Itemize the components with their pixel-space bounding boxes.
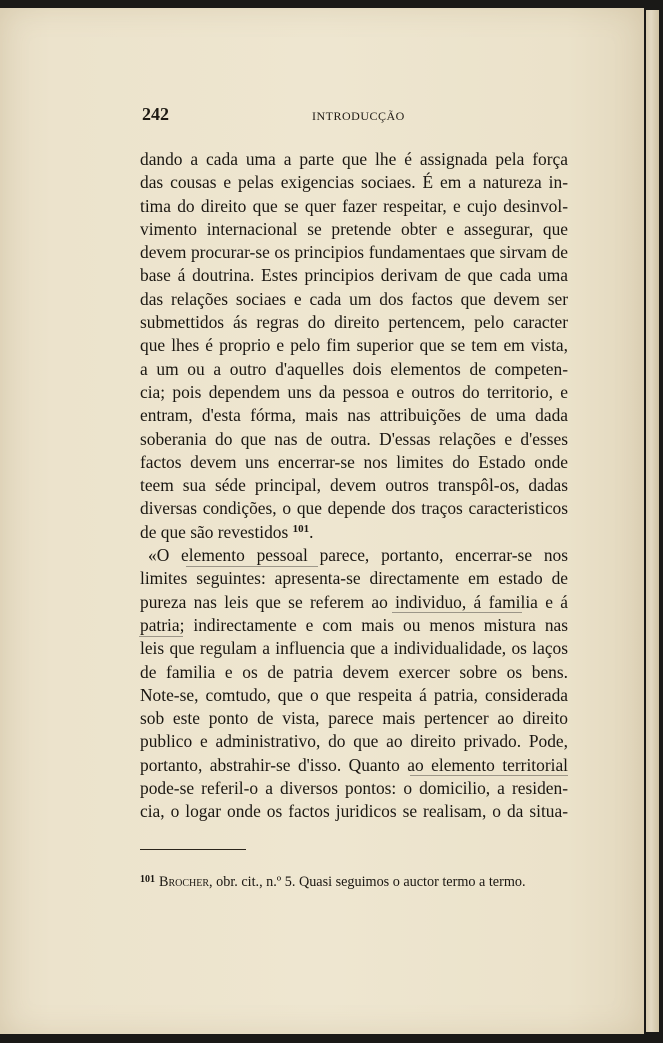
text-line: sob este ponto de vista, parece mais pertencer ao direito	[140, 708, 568, 729]
footnote-number: 101	[140, 874, 155, 885]
text-line: dando a cada uma a parte que lhe é assignada pela força	[140, 149, 568, 169]
footnote-reference-trail: .	[309, 521, 314, 542]
text-line-content: de que são revestidos	[140, 521, 289, 542]
page-number: 242	[142, 104, 169, 124]
text-line: Note-se, comtudo, que o que respeita á patria, considerada	[140, 684, 568, 705]
text-line-with-note	[140, 521, 568, 544]
text-line: entram, d'esta fórma, mais nas attribuições de uma dada	[140, 405, 568, 426]
text-line: soberania do que nas de outra. D'essas relações e d'esses	[140, 428, 568, 449]
text-line: cia, o logar onde os factos juridicos se realisam, o da situa-	[140, 801, 568, 822]
text-line: que lhes é proprio e pelo fim superior que se tem em vista,	[140, 335, 568, 356]
text-line: vimento internacional se pretende obter e assegurar, que	[140, 218, 568, 239]
text-line: das cousas e pelas exigencias sociaes. É em a natureza in-	[140, 172, 568, 193]
text-line: de familia e os de patria devem exercer sobre os bens.	[140, 661, 568, 682]
pencil-underline	[186, 566, 318, 567]
text-line: limites seguintes: apresenta-se directamente em estado de	[140, 568, 568, 589]
text-line: das relações sociaes e cada um dos factos que devem ser	[140, 288, 568, 309]
text-line: pureza nas leis que se referem ao individuo, á familia e á	[140, 591, 568, 612]
footnote-author: Brocher,	[159, 874, 213, 890]
running-title: INTRODUCÇÃO	[312, 109, 405, 123]
text-line: tima do direito que se quer fazer respeitar, e cujo desinvol-	[140, 195, 568, 216]
footnote	[140, 874, 570, 891]
text-line: portanto, abstrahir-se d'isso. Quanto ao elemento territorial	[140, 754, 568, 775]
text-line: pode-se referil-o a diversos pontos: o domicilio, a residen-	[140, 778, 568, 799]
text-line: devem procurar-se os principios fundamentaes que sirvam de	[140, 242, 568, 263]
text-line: base á doutrina. Estes principios derivam de que cada uma	[140, 265, 568, 286]
text-line: a um ou a outro d'aquelles dois elementos de competen-	[140, 358, 568, 379]
text-line: leis que regulam a influencia que a individualidade, os laços	[140, 638, 568, 659]
text-line: diversas condições, o que depende dos traços caracteristicos	[140, 498, 568, 519]
page-header	[142, 104, 568, 126]
footnote-text: obr. cit., n.º 5. Quasi seguimos o auctor termo a termo.	[216, 874, 526, 890]
pencil-underline	[410, 775, 568, 776]
footnote-rule	[140, 849, 246, 850]
text-line: publico e administrativo, do que ao direito privado. Pode,	[140, 731, 568, 752]
pencil-underline	[392, 612, 522, 613]
text-line: cia; pois dependem uns da pessoa e outros do territorio, e	[140, 381, 568, 402]
text-line: factos devem uns encerrar-se nos limites do Estado onde	[140, 451, 568, 472]
pencil-underline	[139, 636, 183, 637]
footnote-reference: 101	[292, 522, 310, 535]
page-edge	[646, 10, 659, 1032]
body-text	[140, 148, 568, 824]
text-line: «O elemento pessoal parece, portanto, encerrar-se nos	[148, 545, 568, 566]
text-line: submettidos ás regras do direito pertencem, pelo caracter	[140, 312, 568, 333]
text-line: teem sua séde principal, devem outros transpôl-os, dadas	[140, 475, 568, 496]
text-line: patria; indirectamente e com mais ou menos mistura nas	[140, 614, 568, 635]
